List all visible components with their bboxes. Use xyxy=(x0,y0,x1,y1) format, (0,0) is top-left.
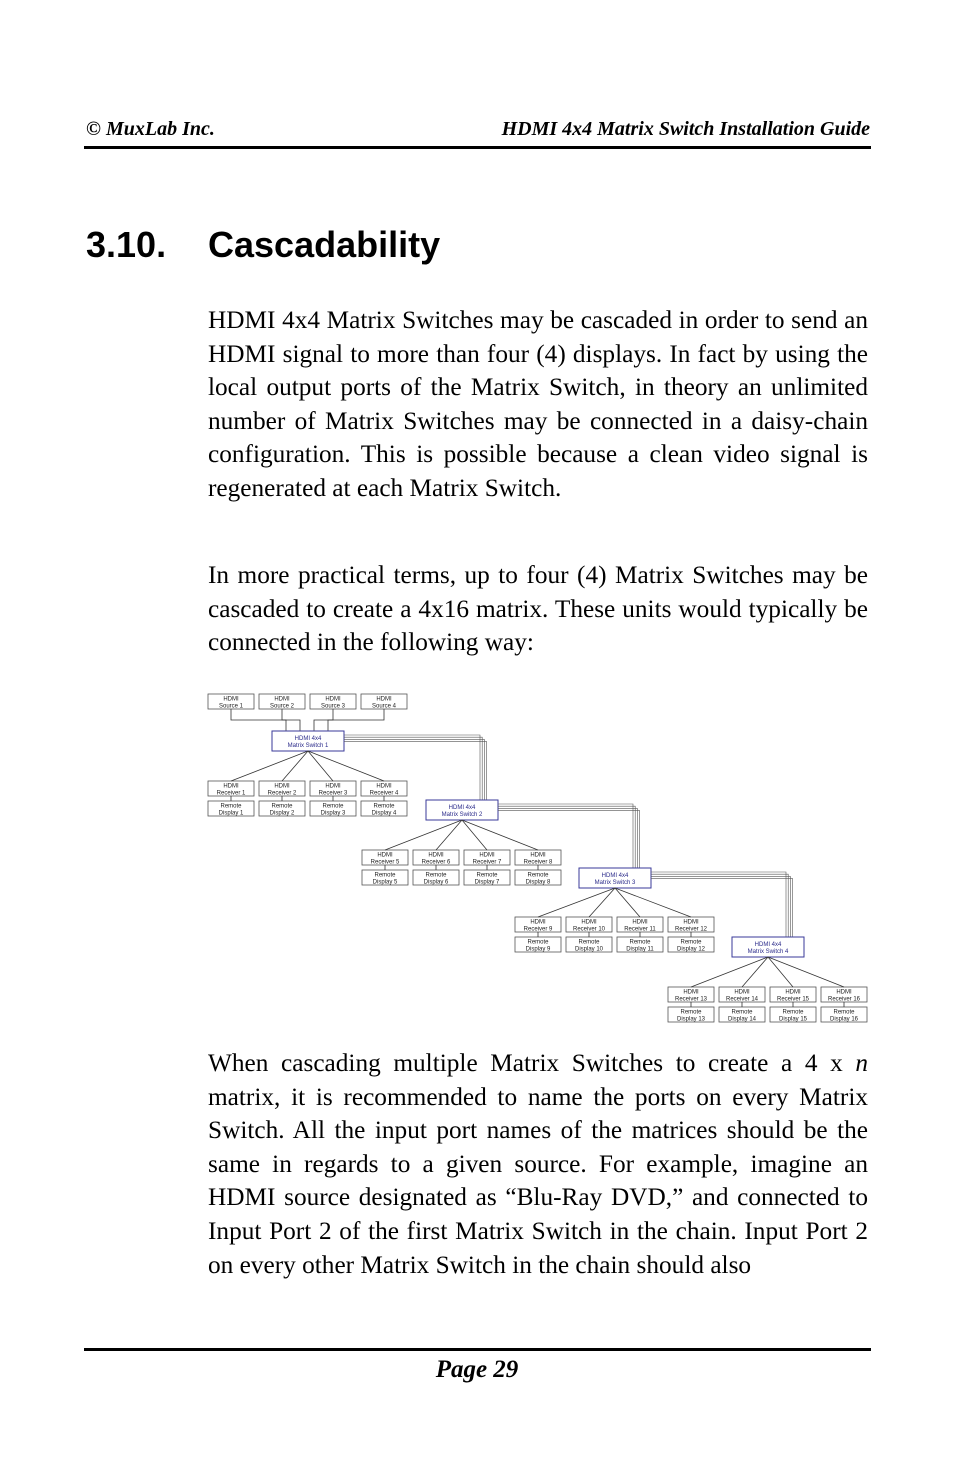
hdmi-receiver-9-line2: Receiver 9 xyxy=(523,926,553,933)
hdmi-receiver-14-line2: Receiver 14 xyxy=(725,996,759,1003)
hdmi-receiver-6-line1: HDMI xyxy=(428,852,444,859)
remote-display-4-line2: Display 4 xyxy=(371,810,397,817)
hdmi-receiver-11-line2: Receiver 11 xyxy=(624,926,656,933)
hdmi-receiver-10-line2: Receiver 10 xyxy=(572,926,606,933)
hdmi-receiver-6-line2: Receiver 6 xyxy=(421,859,451,866)
switch-4-to-receiver-15 xyxy=(768,957,793,987)
remote-display-2-line1: Remote xyxy=(271,803,293,810)
running-header xyxy=(86,118,870,142)
hdmi-receiver-16-line1: HDMI xyxy=(836,989,852,996)
remote-display-13-line2: Display 13 xyxy=(676,1016,706,1023)
remote-display-9-line1: Remote xyxy=(527,939,549,946)
header-rule xyxy=(84,146,871,149)
hdmi-source-4-line2: Source 4 xyxy=(371,703,397,710)
remote-display-10-line1: Remote xyxy=(578,939,600,946)
hdmi-source-3-line2: Source 3 xyxy=(320,703,346,710)
hdmi-receiver-5-line1: HDMI xyxy=(377,852,393,859)
remote-display-14-line2: Display 14 xyxy=(727,1016,757,1023)
hdmi-receiver-11-line1: HDMI xyxy=(632,919,648,926)
hdmi-receiver-13-line1: HDMI xyxy=(683,989,699,996)
switch-2-to-receiver-5 xyxy=(385,820,462,850)
section-number: 3.10. xyxy=(86,224,167,265)
cascade-diagram xyxy=(206,690,872,1030)
switch-4-to-receiver-13 xyxy=(691,957,768,987)
paragraph-port-naming-start: When cascading multiple Matrix Switches to create a 4 x xyxy=(208,1049,856,1077)
switch-4-to-receiver-16 xyxy=(768,957,844,987)
switch-3-to-receiver-9 xyxy=(538,888,615,917)
switch-1-to-receiver-2 xyxy=(282,751,308,781)
remote-display-7-line1: Remote xyxy=(476,872,498,879)
source-link-1 xyxy=(231,709,286,731)
hdmi-receiver-15-line2: Receiver 15 xyxy=(776,996,810,1003)
remote-display-12-line1: Remote xyxy=(680,939,702,946)
hdmi-receiver-15-line1: HDMI xyxy=(785,989,801,996)
hdmi-receiver-3-line1: HDMI xyxy=(325,783,341,790)
hdmi-source-1-line2: Source 1 xyxy=(218,703,244,710)
switch-1-to-receiver-1 xyxy=(231,751,308,781)
page-number: Page 29 xyxy=(435,1356,519,1383)
hdmi-receiver-5-line2: Receiver 5 xyxy=(370,859,400,866)
remote-display-3-line1: Remote xyxy=(322,803,344,810)
remote-display-5-line1: Remote xyxy=(374,872,396,879)
remote-display-1-line2: Display 1 xyxy=(218,810,244,817)
matrix-switch-1-line1: HDMI 4x4 xyxy=(294,736,322,742)
hdmi-receiver-1-line2: Receiver 1 xyxy=(216,790,246,797)
matrix-switch-1-line2: Matrix Switch 1 xyxy=(287,743,329,749)
paragraph-intro: HDMI 4x4 Matrix Switches may be cascaded in order to send an HDMI signal to more than four (4) displays. In fact by using the local output ports of the Matrix Switch, in theory an unlimited number of Matrix Switches may be connected in a daisy-chain configuration. This is possible because a clean video signal is regenerated at each Matrix Switch. xyxy=(208,306,868,502)
remote-display-15-line2: Display 15 xyxy=(778,1016,808,1023)
hdmi-source-1-line1: HDMI xyxy=(223,696,239,703)
paragraph-port-naming-rest: matrix, it is recommended to name the ports on every Matrix Switch. All the input port names of the matrices should be the same in regards to a given source. For example, imagine an HDMI source designated as “Blu-Ray DVD,” and connected to Input Port 2 of the first Matrix Switch in the chain. Input Port 2 on every other Matrix Switch in the chain should also xyxy=(208,1082,868,1279)
hdmi-receiver-4-line1: HDMI xyxy=(376,783,392,790)
remote-display-11-line1: Remote xyxy=(629,939,651,946)
switch-2-to-receiver-7 xyxy=(462,820,487,850)
remote-display-4-line1: Remote xyxy=(373,803,395,810)
header-guide-title: HDMI 4x4 Matrix Switch Installation Guide xyxy=(501,118,870,140)
hdmi-receiver-12-line1: HDMI xyxy=(683,919,699,926)
switch-3-to-receiver-12 xyxy=(615,888,691,917)
remote-display-2-line2: Display 2 xyxy=(269,810,295,817)
switch-2-to-receiver-8 xyxy=(462,820,538,850)
switch-2-to-receiver-6 xyxy=(436,820,462,850)
switch-1-to-receiver-3 xyxy=(308,751,333,781)
matrix-switch-3-line2: Matrix Switch 3 xyxy=(594,880,636,886)
section-heading xyxy=(86,224,440,266)
switch-4-to-receiver-14 xyxy=(742,957,768,987)
matrix-switch-4-line1: HDMI 4x4 xyxy=(754,942,782,948)
remote-display-16-line1: Remote xyxy=(833,1009,855,1016)
remote-display-13-line1: Remote xyxy=(680,1009,702,1016)
remote-display-7-line2: Display 7 xyxy=(474,879,500,886)
matrix-switch-2-line2: Matrix Switch 2 xyxy=(441,812,483,818)
remote-display-12-line2: Display 12 xyxy=(676,946,706,953)
remote-display-1-line1: Remote xyxy=(220,803,242,810)
remote-display-5-line2: Display 5 xyxy=(372,879,398,886)
remote-display-10-line2: Display 10 xyxy=(574,946,604,953)
switch-1-to-receiver-4 xyxy=(308,751,384,781)
matrix-switch-2-line1: HDMI 4x4 xyxy=(448,805,476,811)
hdmi-source-2-line1: HDMI xyxy=(274,696,290,703)
hdmi-receiver-7-line2: Receiver 7 xyxy=(472,859,502,866)
remote-display-8-line1: Remote xyxy=(527,872,549,879)
hdmi-receiver-2-line1: HDMI xyxy=(274,783,290,790)
remote-display-14-line1: Remote xyxy=(731,1009,753,1016)
switch-3-to-receiver-10 xyxy=(589,888,615,917)
cascade-diagram-svg xyxy=(206,690,872,1030)
remote-display-3-line2: Display 3 xyxy=(320,810,346,817)
source-link-4 xyxy=(328,709,384,731)
hdmi-receiver-14-line1: HDMI xyxy=(734,989,750,996)
hdmi-receiver-7-line1: HDMI xyxy=(479,852,495,859)
hdmi-receiver-2-line2: Receiver 2 xyxy=(267,790,297,797)
variable-n: n xyxy=(855,1049,868,1077)
matrix-switch-4-line2: Matrix Switch 4 xyxy=(747,949,789,955)
paragraph-port-naming xyxy=(208,1047,868,1282)
remote-display-8-line2: Display 8 xyxy=(525,879,551,886)
header-company: © MuxLab Inc. xyxy=(86,118,215,140)
hdmi-receiver-8-line1: HDMI xyxy=(530,852,546,859)
hdmi-receiver-9-line1: HDMI xyxy=(530,919,546,926)
matrix-switch-3-line1: HDMI 4x4 xyxy=(601,873,629,879)
hdmi-receiver-8-line2: Receiver 8 xyxy=(523,859,553,866)
hdmi-receiver-13-line2: Receiver 13 xyxy=(674,996,708,1003)
hdmi-receiver-3-line2: Receiver 3 xyxy=(318,790,348,797)
remote-display-6-line2: Display 6 xyxy=(423,879,449,886)
section-title: Cascadability xyxy=(208,224,441,265)
hdmi-source-4-line1: HDMI xyxy=(376,696,392,703)
remote-display-15-line1: Remote xyxy=(782,1009,804,1016)
source-link-2 xyxy=(282,709,300,731)
remote-display-6-line1: Remote xyxy=(425,872,447,879)
hdmi-source-2-line2: Source 2 xyxy=(269,703,295,710)
hdmi-receiver-1-line1: HDMI xyxy=(223,783,239,790)
hdmi-receiver-10-line1: HDMI xyxy=(581,919,597,926)
hdmi-receiver-16-line2: Receiver 16 xyxy=(827,996,861,1003)
remote-display-16-line2: Display 16 xyxy=(829,1016,859,1023)
footer-rule xyxy=(84,1348,871,1351)
remote-display-9-line2: Display 9 xyxy=(525,946,551,953)
remote-display-11-line2: Display 11 xyxy=(626,946,654,953)
hdmi-receiver-12-line2: Receiver 12 xyxy=(674,926,708,933)
hdmi-source-3-line1: HDMI xyxy=(325,696,341,703)
paragraph-practical: In more practical terms, up to four (4) Matrix Switches may be cascaded to create a 4x16 matrix. These units would typically be connected in the following way: xyxy=(208,561,868,657)
hdmi-receiver-4-line2: Receiver 4 xyxy=(369,790,399,797)
